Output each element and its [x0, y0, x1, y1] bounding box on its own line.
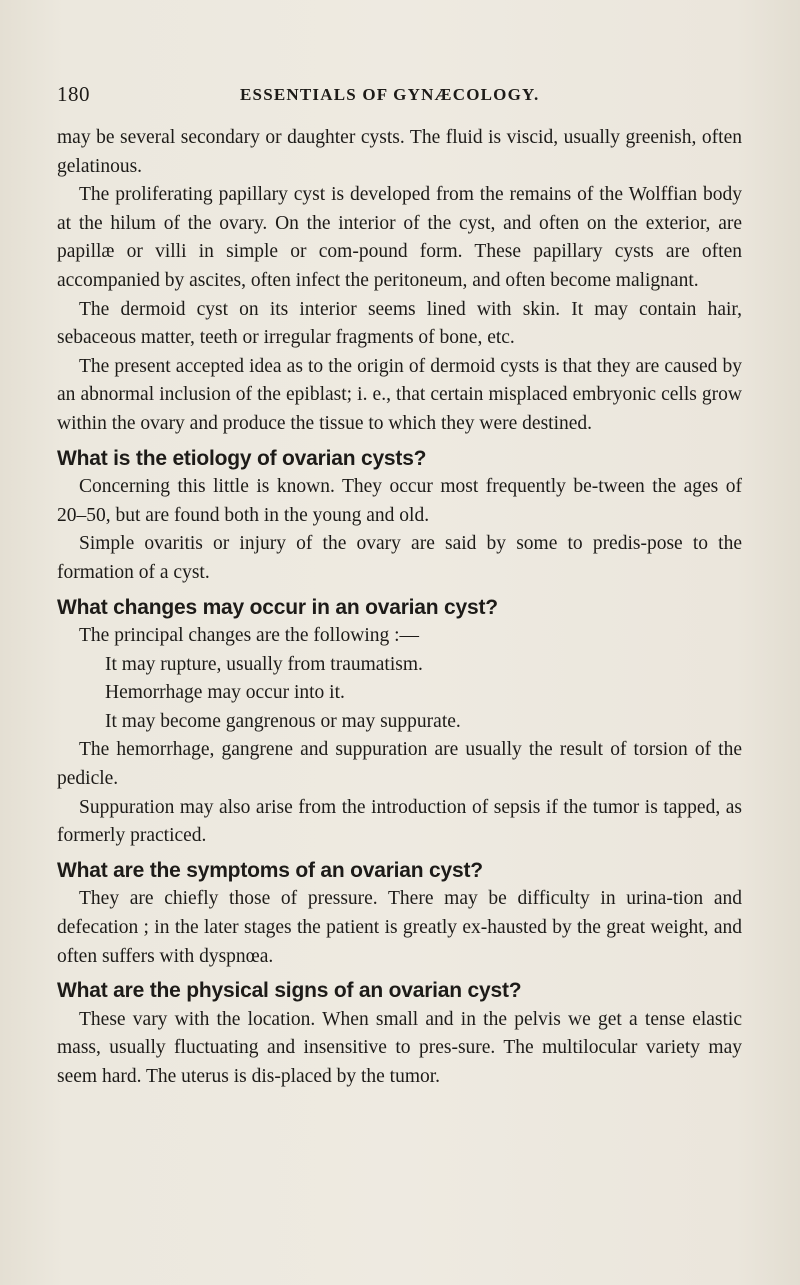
question-heading: What are the physical signs of an ovarian cyst? — [57, 979, 522, 1003]
running-head: ESSENTIALS OF GYNÆCOLOGY. — [240, 85, 540, 104]
paragraph: The dermoid cyst on its interior seems lined with skin. It may contain hair, sebaceous matter, teeth or irregular fragments of bone, etc. — [57, 298, 742, 349]
question-heading: What changes may occur in an ovarian cyst? — [57, 595, 498, 619]
paragraph: Simple ovaritis or injury of the ovary are said by some to predis-pose to the formation of a cyst. — [57, 533, 742, 583]
question-heading: What is the etiology of ovarian cysts? — [57, 446, 427, 470]
paragraph: The present accepted idea as to the origin of dermoid cysts is that they are caused by an abnormal inclusion of the epiblast; i. e., that certain misplaced embryonic cells grow within the ovary and produce the tissue to which they were destined. — [57, 355, 742, 434]
list-item: It may rupture, usually from traumatism. — [105, 653, 423, 675]
paragraph: The principal changes are the following :— — [79, 625, 420, 647]
paragraph: Concerning this little is known. They occur most frequently be-tween the ages of 20–50, but are found both in the young and old. — [57, 476, 742, 526]
paragraph: The hemorrhage, gangrene and suppuration are usually the result of torsion of the pedicle. — [57, 739, 742, 790]
list-item: It may become gangrenous or may suppurate. — [105, 710, 461, 732]
page-number: 180 — [57, 82, 90, 106]
paragraph: These vary with the location. When small and in the pelvis we get a tense elastic mass, usually fluctuating and insensitive to pres-sure. The multilocular variety may seem hard. The uterus is dis-placed by the tumor. — [57, 1008, 742, 1087]
paragraph: The proliferating papillary cyst is developed from the remains of the Wolffian body at the hilum of the ovary. On the interior of the cyst, and often on the exterior, are papillæ or villi in simple or com-pound form. These papillary cysts are often accompanied by ascites, often infect the peritoneum, and often become malignant. — [57, 184, 742, 291]
paragraph: Suppuration may also arise from the introduction of sepsis if the tumor is tapped, as formerly practiced. — [57, 796, 742, 847]
list-item: Hemorrhage may occur into it. — [105, 682, 345, 704]
body-text — [57, 124, 742, 1092]
question-heading: What are the symptoms of an ovarian cyst? — [57, 858, 483, 882]
page-header — [57, 82, 747, 112]
paragraph: They are chiefly those of pressure. There may be difficulty in urina-tion and defecation ; in the later stages the patient is greatly ex-hausted by the great weight, and often suffers with dyspnœa. — [57, 888, 742, 967]
paragraph: may be several secondary or daughter cysts. The fluid is viscid, usually greenish, often gelatinous. — [57, 127, 742, 177]
